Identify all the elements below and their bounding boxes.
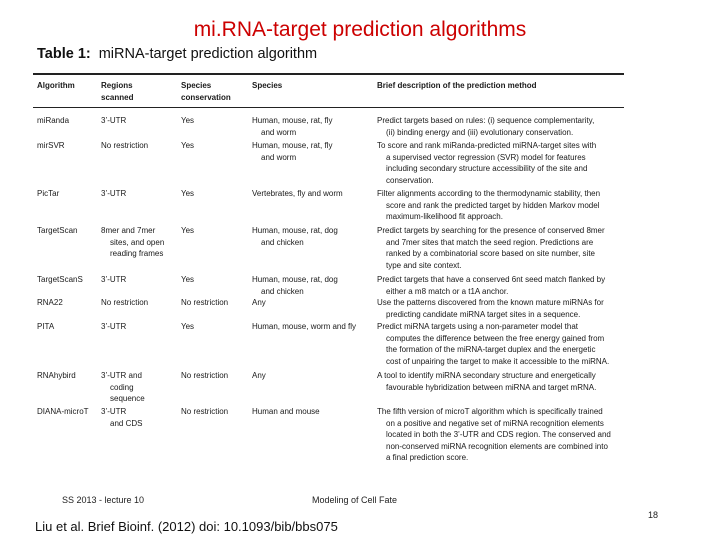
table-cell-conservation: Yes [181, 275, 195, 284]
table-cell-description: Predict targets by searching for the presence of conserved 8mer and 7mer sites that match the seed region. Predictions are ranked by a combinatorial score based on site number, site type and site context. [377, 226, 605, 270]
table-cell-algorithm: miRanda [37, 116, 70, 125]
table-header-rule [33, 107, 624, 108]
table-cell-algorithm: TargetScanS [37, 275, 83, 284]
table-cell-species: Human, mouse, worm and fly [252, 322, 357, 331]
header-species: Species [252, 81, 283, 90]
table-cell-species: Human, mouse, rat, dog and chicken [252, 275, 338, 296]
table-cell-conservation: No restriction [181, 298, 229, 307]
table-cell-species: Any [252, 298, 266, 307]
table-cell-description: Predict targets based on rules: (i) sequence complementarity, (ii) binding energy and (iii) evolutionary conservation. [377, 116, 595, 137]
table-cell-species: Human, mouse, rat, fly and worm [252, 141, 333, 162]
table-cell-algorithm: DIANA-microT [37, 407, 89, 416]
table-cell-regions: No restriction [101, 141, 149, 150]
table-cell-algorithm: RNA22 [37, 298, 63, 307]
header-regions-scanned: Regions scanned [101, 81, 134, 102]
table-caption-label: Table 1: [37, 46, 91, 62]
table-cell-conservation: No restriction [181, 407, 229, 416]
table-cell-species: Any [252, 371, 266, 380]
table-cell-conservation: Yes [181, 116, 195, 125]
header-species-conservation: Species conservation [181, 81, 231, 102]
table-cell-conservation: No restriction [181, 371, 229, 380]
table-cell-conservation: Yes [181, 322, 195, 331]
table-cell-conservation: Yes [181, 189, 195, 198]
table-cell-species: Human, mouse, rat, dog and chicken [252, 226, 338, 247]
table-cell-species: Vertebrates, fly and worm [252, 189, 343, 198]
table-top-rule [33, 73, 624, 75]
table-cell-algorithm: PicTar [37, 189, 60, 198]
table-cell-description: Predict targets that have a conserved 6nt seed match flanked by either a m8 match or a t1A anchor. [377, 275, 606, 296]
table-cell-conservation: Yes [181, 141, 195, 150]
table-cell-regions: 3’-UTR [101, 189, 127, 198]
table-cell-species: Human and mouse [252, 407, 320, 416]
table-cell-regions: 3’-UTR [101, 322, 127, 331]
table-cell-regions: 3’-UTR [101, 116, 127, 125]
table-cell-description: The fifth version of microT algorithm which is specifically trained on a positive and negative set of miRNA recognition elements located in both the 3’-UTR and CDS region. The conserved and non-conserved miRNA recognition elements are combined into a final prediction score. [377, 407, 611, 462]
table-cell-description: Filter alignments according to the thermodynamic stability, then score and rank the predicted target by hidden Markov model maximum-likelihood fit approach. [377, 189, 601, 221]
table-cell-regions: 3’-UTR and coding sequence [101, 371, 145, 403]
table-cell-algorithm: PITA [37, 322, 55, 331]
citation: Liu et al. Brief Bioinf. (2012) doi: 10.1093/bib/bbs075 [35, 519, 338, 534]
table-cell-regions: 3’-UTR [101, 275, 127, 284]
table-cell-regions: 8mer and 7mer sites, and open reading frames [101, 226, 165, 258]
slide-title: mi.RNA-target prediction algorithms [193, 18, 527, 41]
table-cell-algorithm: TargetScan [37, 226, 78, 235]
table-caption [37, 46, 317, 62]
table-cell-regions: 3’-UTR and CDS [101, 407, 143, 428]
table-cell-description: Use the patterns discovered from the known mature miRNAs for predicting candidate miRNA target sites in a sequence. [377, 298, 604, 319]
table-cell-conservation: Yes [181, 226, 195, 235]
header-description: Brief description of the prediction method [377, 81, 537, 90]
table-cell-description: A tool to identify miRNA secondary structure and energetically favourable hybridization between miRNA and target mRNA. [377, 371, 597, 392]
footer-lecture-title: Modeling of Cell Fate [312, 495, 398, 505]
table-cell-description: To score and rank miRanda-predicted miRNA-target sites with a supervised vector regression (SVR) model for features including secondary structure accessibility of the site and conservation. [377, 141, 597, 185]
table-cell-species: Human, mouse, rat, fly and worm [252, 116, 333, 137]
table-cell-regions: No restriction [101, 298, 149, 307]
table-cell-algorithm: RNAhybird [37, 371, 76, 380]
page-number: 18 [648, 510, 659, 520]
table-caption-text: miRNA-target prediction algorithm [98, 46, 318, 62]
table-cell-description: Predict miRNA targets using a non-parameter model that computes the difference between the free energy gained from the formation of the miRNA-target duplex and the energetic cost of unpairing the target to make it accessible to the miRNA. [377, 322, 610, 366]
footer-course: SS 2013 - lecture 10 [62, 495, 145, 505]
header-algorithm: Algorithm [37, 81, 75, 90]
table-cell-algorithm: mirSVR [37, 141, 65, 150]
